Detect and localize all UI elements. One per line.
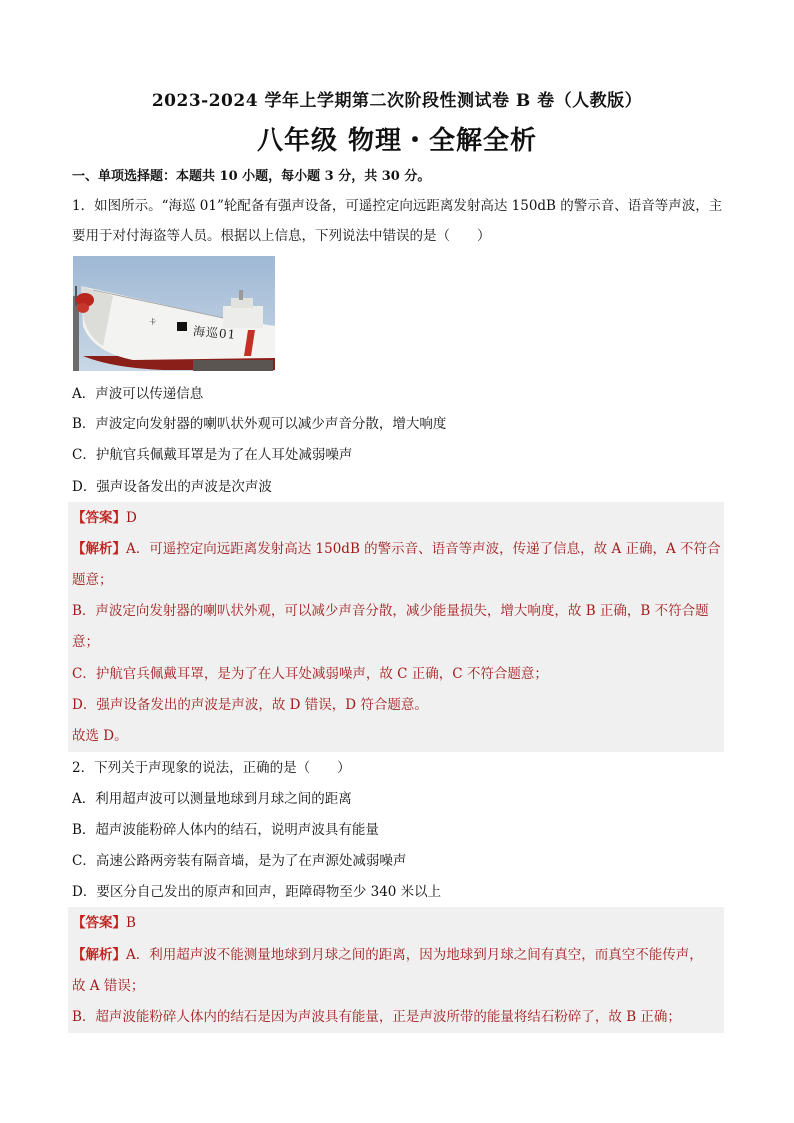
q1-analysis-a2: 题意；	[72, 572, 113, 588]
svg-text:卡: 卡	[149, 318, 156, 326]
answer-value: D	[126, 510, 137, 526]
q1-option-a: A．声波可以传递信息	[72, 386, 204, 402]
q2-analysis-b: B．超声波能粉碎人体内的结石是因为声波具有能量，正是声波所带的能量将结石粉碎了，故 B 正确；	[72, 1009, 681, 1025]
q1-analysis-b2: 意；	[72, 634, 99, 650]
q2-answer-line	[72, 913, 136, 933]
analysis-label: 【解析】	[72, 541, 126, 557]
q1-conclusion: 故选 D。	[72, 728, 128, 744]
analysis-text: A．利用超声波不能测量地球到月球之间的距离，因为地球到月球之间有真空，而真空不能传声，	[126, 947, 703, 963]
q1-option-d: D．强声设备发出的声波是次声波	[72, 479, 272, 495]
document-title: 2023-2024 学年上学期第二次阶段性测试卷 B 卷（人教版）	[151, 91, 643, 111]
q1-analysis-d: D．强声设备发出的声波是声波，故 D 错误，D 符合题意。	[72, 697, 428, 713]
q1-analysis-a1	[72, 539, 721, 559]
ship-name-label: 海巡01	[192, 324, 237, 342]
q2-stem: 2．下列关于声现象的说法，正确的是（ ）	[72, 760, 351, 776]
q1-answer-line	[72, 508, 137, 528]
q2-option-b: B．超声波能粉碎人体内的结石，说明声波具有能量	[72, 822, 379, 838]
q2-option-d: D．要区分自己发出的原声和回声，距障碍物至少 340 米以上	[72, 884, 442, 900]
q1-option-b: B．声波定向发射器的喇叭状外观可以减少声音分散，增大响度	[72, 416, 447, 432]
q1-stem-line1: 1．如图所示。“海巡 01”轮配备有强声设备，可遥控定向远距离发射高达 150dB 的警示音、语音等声波，主	[72, 198, 723, 214]
section-heading: 一、单项选择题：本题共 10 小题，每小题 3 分，共 30 分。	[72, 169, 431, 184]
q1-analysis-c: C．护航官兵佩戴耳罩，是为了在人耳处减弱噪声，故 C 正确，C 不符合题意；	[72, 666, 548, 682]
q2-analysis-a1	[72, 945, 703, 965]
ship-photo	[73, 256, 275, 371]
analysis-label: 【解析】	[72, 947, 126, 963]
answer-label: 【答案】	[72, 915, 126, 931]
q2-analysis-a2: 故 A 错误；	[72, 978, 145, 994]
q1-stem-line2: 要用于对付海盗等人员。根据以上信息，下列说法中错误的是（ ）	[72, 228, 491, 244]
q2-option-c: C．高速公路两旁装有隔音墙，是为了在声源处减弱噪声	[72, 853, 407, 869]
answer-value: B	[126, 915, 136, 931]
answer-label: 【答案】	[72, 510, 126, 526]
analysis-text: A．可遥控定向远距离发射高达 150dB 的警示音、语音等声波，传递了信息，故 A 正确，A 不符合	[126, 541, 721, 557]
document-subtitle: 八年级 物理・全解全析	[256, 126, 538, 156]
q1-option-c: C．护航官兵佩戴耳罩是为了在人耳处减弱噪声	[72, 447, 353, 463]
q2-option-a: A．利用超声波可以测量地球到月球之间的距离	[72, 791, 352, 807]
q1-analysis-b1: B．声波定向发射器的喇叭状外观，可以减少声音分散，减少能量损失，增大响度，故 B 正确，B 不符合题	[72, 603, 709, 619]
